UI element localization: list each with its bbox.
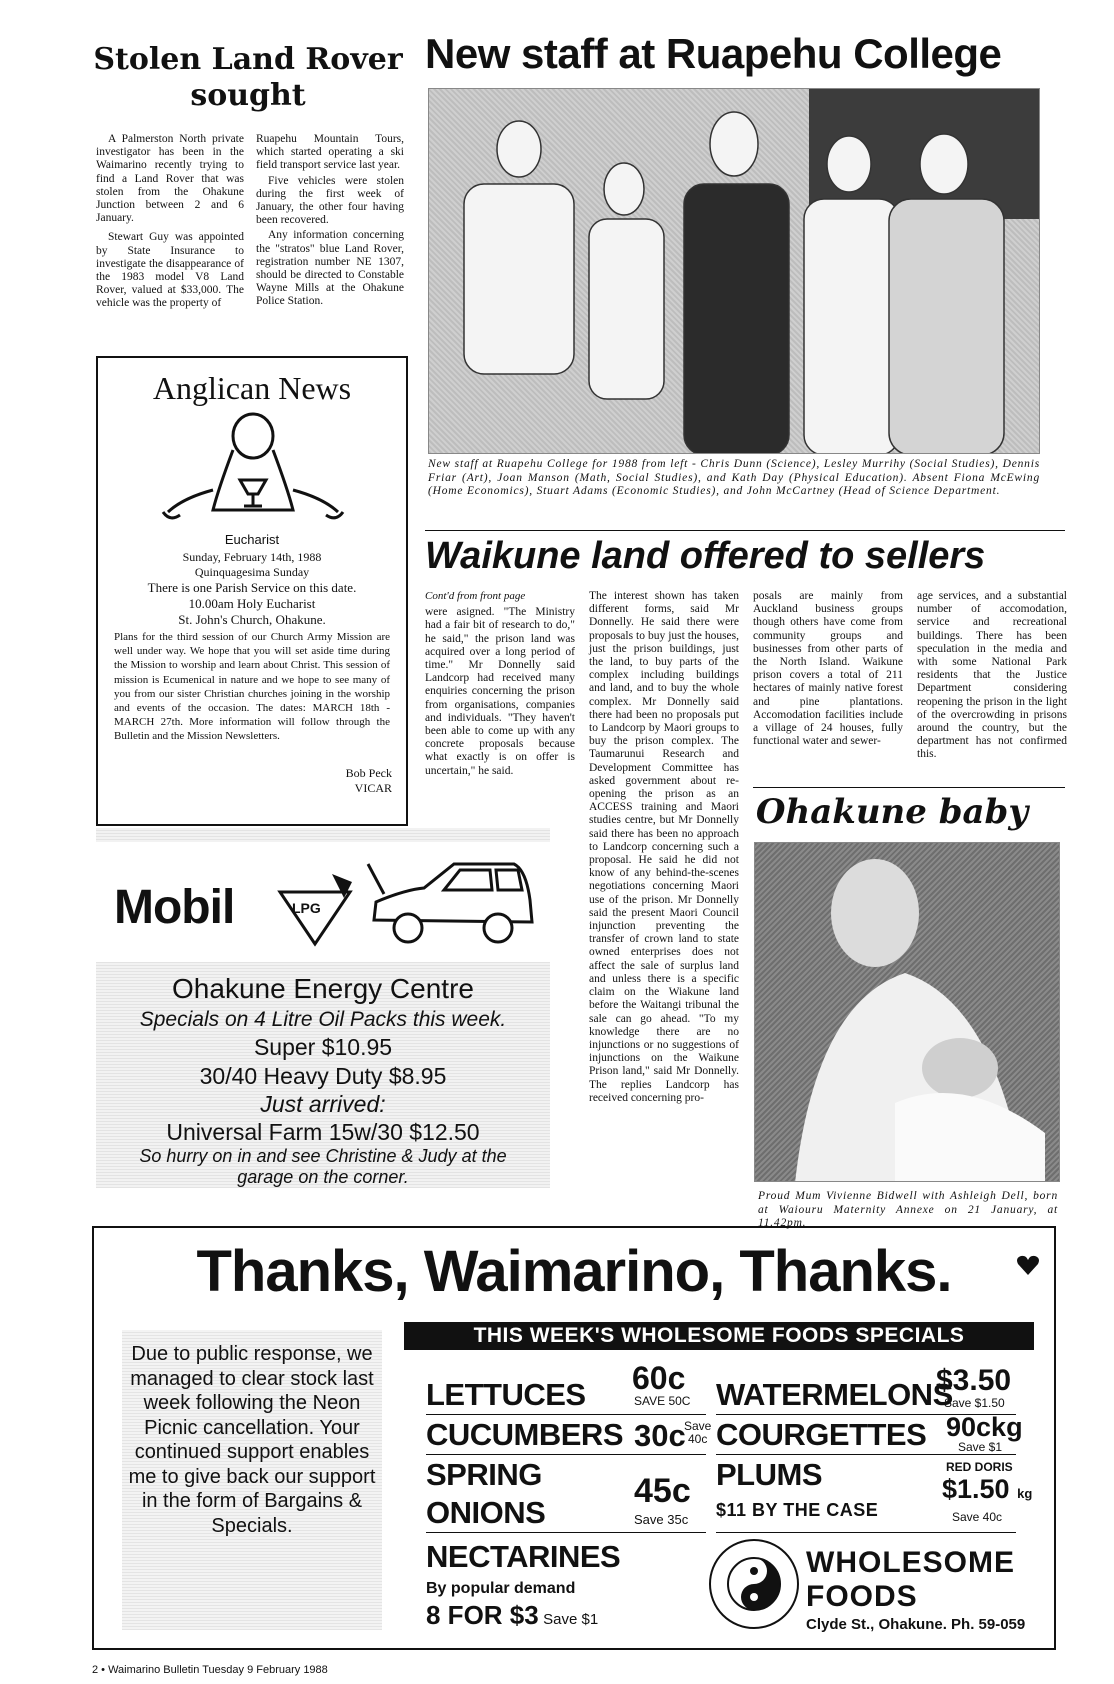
anglican-body: Plans for the third session of our Church Army Mission are well under way. We hope that you will set aside time during the Mission to worship and learn about Christ. This session of mission is Ecumenical in nature and we hope to see many of you from our sister Christian churches joining in the worship and events of the occasion. The dates: MARCH 18th - MARCH 27th. More information will follow through the Bulletin and the Mission Newsletters.: [114, 631, 390, 743]
item-courgettes: COURGETTES: [716, 1417, 927, 1452]
anglican-church: St. John's Church, Ohakune.: [178, 612, 326, 627]
anglican-box: [96, 356, 408, 826]
cucumbers-save: Save 40c: [684, 1419, 712, 1446]
item-cucumbers: CUCUMBERS: [426, 1417, 623, 1452]
wholesome-foods-logo-icon: [706, 1536, 802, 1632]
item-spring: SPRING: [426, 1457, 542, 1492]
divider: [426, 1454, 706, 1455]
shop-name-2: FOODS: [806, 1580, 918, 1613]
courgettes-price: 90ckg: [946, 1412, 1023, 1442]
mobil-logo: Mobil: [114, 881, 235, 934]
car-icon: [364, 850, 540, 954]
cucumbers-price: 30c: [634, 1418, 686, 1453]
waikune-col4: age services, and a substantial number of accomodation, service and recreational buildings. There has been speculation in the media and with some National Park residents that the Justice Department considering reopening the prison in the light of the overcrowding in prisons around the country, but the department has not confirmed this.: [917, 590, 1067, 761]
shop-address: Clyde St., Ohakune. Ph. 59-059: [806, 1616, 1026, 1633]
mobil-super: Super $10.95: [253, 1034, 393, 1060]
shop-name-1: WHOLESOME: [806, 1546, 1015, 1579]
anglican-date: Sunday, February 14th, 1988: [182, 550, 322, 564]
anglican-signoff: Bob Peck VICAR: [345, 766, 392, 795]
anglican-service: There is one Parish Service on this date.: [147, 580, 357, 595]
item-nectarines: NECTARINES: [426, 1539, 621, 1574]
plums-variety: RED DORIS: [946, 1460, 1013, 1474]
baby-headline: Ohakune baby: [755, 792, 1029, 832]
baby-photo-figures: [755, 843, 1060, 1182]
item-plums: PLUMS: [716, 1457, 822, 1492]
anglican-time: 10.00am Holy Eucharist: [188, 596, 316, 611]
mobil-universal: Universal Farm 15w/30 $12.50: [166, 1119, 480, 1145]
staff-caption: New staff at Ruapehu College for 1988 from left - Chris Dunn (Science), Lesley Murrihy (Social Studies), Dennis Friar (Art), Joan Manson (Math, Social Studies), and Kath Day (Physical Education). Absent Fiona McEwing (Home Economics), Stuart Adams (Economic Studies), and John McCartney (Head of Science Department.: [428, 458, 1040, 497]
courgettes-save: Save $1: [958, 1440, 1003, 1454]
eucharist-label: Eucharist: [224, 532, 280, 547]
thanks-note: Due to public response, we managed to clear stock last week following the Neon Picnic cancellation. Your continued support enables me to give back our support in the form of Bargains & Specials.: [122, 1330, 382, 1630]
waikune-headline: Waikune land offered to sellers: [425, 535, 986, 577]
item-onions: ONIONS: [426, 1495, 546, 1530]
item-lettuces: LETTUCES: [426, 1377, 586, 1412]
divider: [425, 530, 1065, 531]
baby-photo: [754, 842, 1060, 1182]
plums-case: $11 BY THE CASE: [716, 1500, 879, 1520]
mobil-hurry: So hurry on in and see Christine & Judy at the garage on the corner.: [139, 1146, 507, 1187]
mobil-arrived: Just arrived:: [260, 1091, 386, 1117]
nectarines-offer: 8 FOR $3 Save $1: [426, 1600, 599, 1630]
onions-price: 45c: [634, 1472, 691, 1510]
plums-save: Save 40c: [952, 1510, 1003, 1524]
mobil-specials: Specials on 4 Litre Oil Packs this week.: [139, 1008, 507, 1031]
specials-bar: THIS WEEK'S WHOLESOME FOODS SPECIALS: [404, 1322, 1034, 1350]
anglican-title: Anglican News: [152, 370, 352, 406]
mobil-heavy: 30/40 Heavy Duty $8.95: [199, 1063, 447, 1089]
landrover-col2: Ruapehu Mountain Tours, which started operating a ski field transport service last year. Five vehicles were stolen during the first week of January, the other four having been recovered. Any information concerning the "stratos" blue Land Rover, registration number NE 1307, should be directed to Constable Wayne Mills at the Ohakune Police Station.: [256, 133, 404, 308]
thanks-title: Thanks, Waimarino, Thanks.: [196, 1239, 952, 1304]
lpg-label: LPG: [292, 900, 321, 916]
lettuces-price: 60c: [632, 1360, 686, 1396]
staff-photo: [428, 88, 1040, 454]
anglican-sunday: Quinquagesima Sunday: [194, 565, 310, 579]
landrover-col1: A Palmerston North private investigator has been in the Waimarino recently trying to find a Land Rover that was stolen from the Ohakune Junction between 2 and 6 January. Stewart Guy was appointed by State Insurance to investigate the disappearance of the 1983 model V8 Land Rover, valued at $33,000. The vehicle was the property of: [96, 133, 244, 310]
watermelons-save: Save $1.50: [944, 1396, 1005, 1410]
nectarines-popular: By popular demand: [426, 1580, 576, 1597]
item-watermelons: WATERMELONS: [716, 1377, 953, 1412]
page-footer: 2 • Waimarino Bulletin Tuesday 9 February 1988: [92, 1664, 328, 1676]
waikune-col3: posals are mainly from Auckland business groups though others have come from community groups and businesses from other parts of the North Island. Waikune prison covers a total of 211 hectares of mainly native forest and pine plantations. Accomodation facilities include a village of 24 houses, fully functional water and sewer-: [753, 590, 903, 748]
landrover-headline: Stolen Land Rover sought: [93, 42, 403, 113]
staff-photo-figures: [429, 89, 1040, 454]
divider: [716, 1454, 1016, 1455]
eucharist-icon: [158, 410, 348, 528]
divider: [426, 1532, 706, 1533]
divider: [716, 1532, 1016, 1533]
newstaff-headline: New staff at Ruapehu College: [425, 30, 1002, 77]
baby-caption: Proud Mum Vivienne Bidwell with Ashleigh Dell, born at Waiouru Maternity Annexe on 21 January, at 11.42pm.: [758, 1190, 1058, 1229]
plums-price: $1.50 kg: [942, 1474, 1033, 1504]
mobil-ad: [96, 828, 550, 1188]
mobil-centre: Ohakune Energy Centre: [172, 973, 474, 1004]
heart-icon: [1016, 1254, 1040, 1276]
wholesome-foods-ad: [92, 1226, 1056, 1650]
waikune-col2: The interest shown has taken different forms, said Mr Donnelly. He said there were proposals to buy just the houses, just the prison buildings, just the land, to buy parts of the complex including buildings and land, and to buy the whole complex. Mr Donnelly said there had been no proposals put to Landcorp by Maori groups to buy the prison complex. The Taumarunui Research and Development Committee has asked government about re-opening the prison as an ACCESS training and Maori studies centre, but Mr Donnelly said there has been no approach to Landcorp concerning such a proposal. He said he did not know of any behind-the-scenes negotiations concerning Maori use of the prison. Mr Donnelly said the present Maori Council injunction preventing the transfer of crown land to state owned enterprises does not affect the sale of surplus land and unless there is a specific claim on the Wiakune land before the Waitangi tribunal the sale can go ahead. "To my knowledge there are no injunctions or no suggestions of injunctions on the Waikune Prison land," said Mr Donnelly. The replies Landcorp has received concerning pro-: [589, 590, 739, 1104]
divider: [753, 787, 1065, 788]
lettuces-save: SAVE 50C: [634, 1394, 691, 1408]
waikune-col1: Cont'd from front page were asigned. "The Ministry had a fair bit of research to do," he said," the prison land was acquired over a long period of time." Mr Donnelly said Landcorp had received many enquiries concerning the prison from organisations, companies and individuals. "They haven't been able to come up with any concrete proposals because what exactly is on offer is uncertain," he said.: [425, 590, 575, 777]
watermelons-price: $3.50: [936, 1364, 1012, 1397]
onions-save: Save 35c: [634, 1512, 689, 1527]
divider: [426, 1414, 706, 1415]
